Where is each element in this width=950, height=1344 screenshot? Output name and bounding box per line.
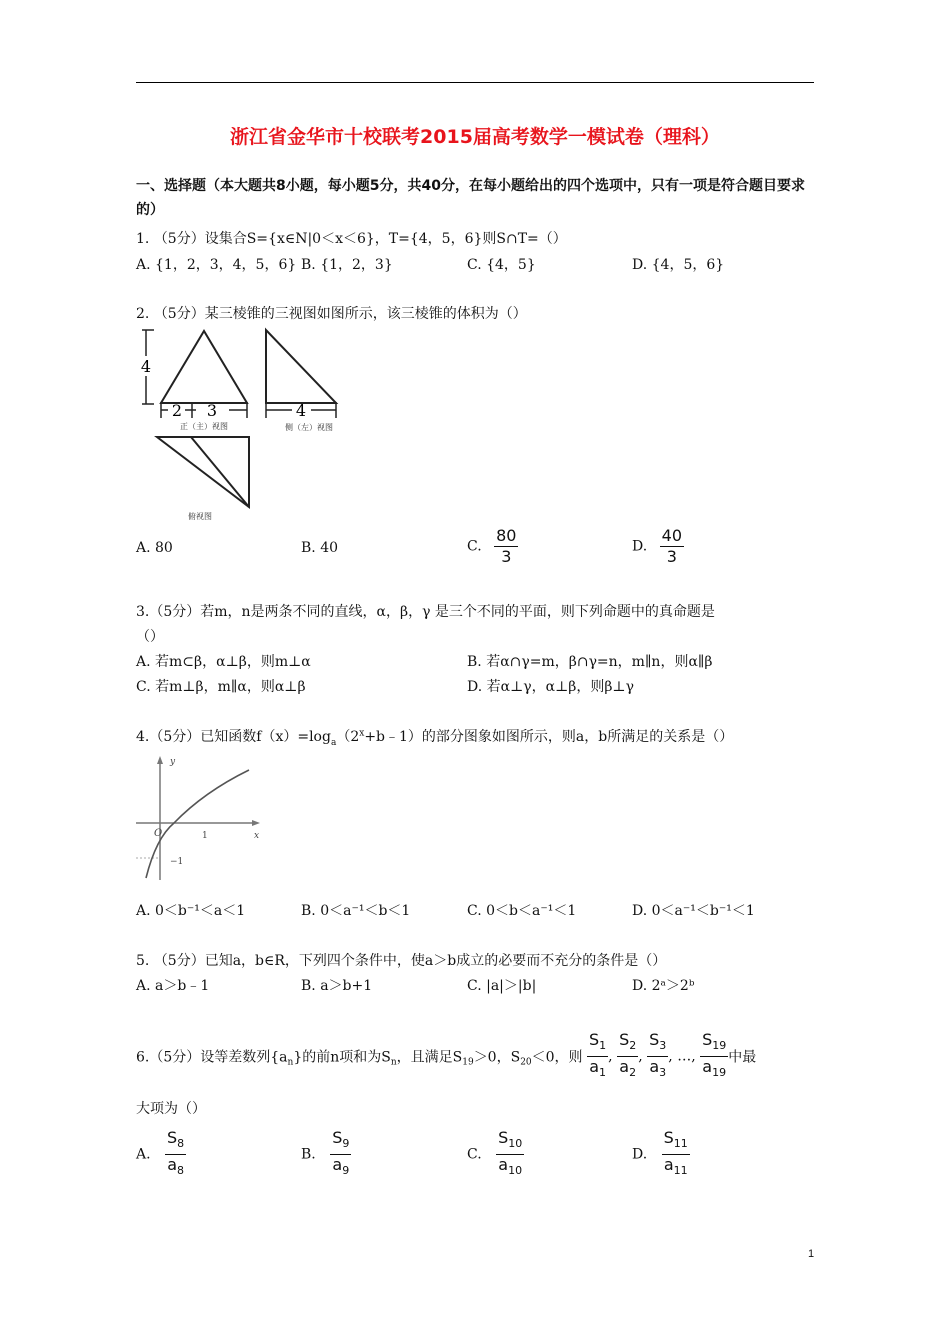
svg-text:x: x <box>254 831 260 841</box>
q4-option-a: A. 0＜b⁻¹＜a＜1 <box>136 903 246 919</box>
svg-text:y: y <box>170 757 176 767</box>
side-view-triangle <box>266 330 336 403</box>
front-right-dim: 3 <box>206 401 218 420</box>
q5-option-d: D. 2ᵃ＞2ᵇ <box>632 978 695 994</box>
svg-text:−1: −1 <box>170 857 184 867</box>
q4-option-d: D. 0＜a⁻¹＜b⁻¹＜1 <box>632 903 755 919</box>
q3-option-d: D. 若α⊥γ，α⊥β，则β⊥γ <box>467 679 634 695</box>
top-view-triangle <box>157 437 249 507</box>
q5-option-b: B. a＞b+1 <box>301 978 373 994</box>
q3-stem-cont: （） <box>136 629 164 645</box>
page-title: 浙江省金华市十校联考2015届高考数学一模试卷（理科） <box>230 126 720 148</box>
header-rule <box>136 82 814 83</box>
q1-stem: 1. （5分）设集合S={x∈N|0＜x＜6}，T={4，5，6}则S∩T=（） <box>136 231 567 247</box>
q5-option-a: A. a＞b﹣1 <box>136 978 210 994</box>
q4-option-b: B. 0＜a⁻¹＜b＜1 <box>301 903 411 919</box>
side-view-caption: 侧（左）视图 <box>285 423 333 432</box>
svg-text:1: 1 <box>202 831 208 841</box>
q2-option-c: C. $\frac{80}{3}$ <box>467 526 517 566</box>
q6-option-a: A. $\frac{S_8}{a_8}$ <box>136 1128 185 1178</box>
three-view-figure <box>134 326 344 526</box>
front-view-caption: 正（主）视图 <box>180 422 228 431</box>
q2-option-a: A. 80 <box>136 540 173 556</box>
section-heading: 一、选择题（本大题共8小题，每小题5分，共40分，在每小题给出的四个选项中，只有一项是符合题目要求的） <box>136 178 805 218</box>
q3-option-b: B. 若α∩γ=m，β∩γ=n，m∥n，则α∥β <box>467 654 713 670</box>
q1-option-b: B. {1，2，3} <box>301 257 393 273</box>
q2-stem: 2. （5分）某三棱锥的三视图如图所示，该三棱锥的体积为（） <box>136 306 527 322</box>
q5-option-c: C. |a|＞|b| <box>467 978 537 994</box>
svg-text:O: O <box>154 828 163 839</box>
front-view-triangle <box>161 331 247 403</box>
front-left-dim: 2 <box>171 401 183 420</box>
q6-option-b: B. $\frac{S_9}{a_9}$ <box>301 1128 350 1178</box>
q2-option-d: D. $\frac{40}{3}$ <box>632 526 682 566</box>
log-graph-figure <box>134 752 264 882</box>
q3-option-a: A. 若m⊂β，α⊥β，则m⊥α <box>136 654 311 670</box>
q6-option-c: C. $\frac{S_{10}}{a_{10}}$ <box>467 1128 523 1178</box>
side-width-dim: 4 <box>295 401 307 420</box>
q6-option-d: D. $\frac{S_{11}}{a_{11}}$ <box>632 1128 688 1178</box>
log-curve <box>146 770 249 878</box>
q3-option-c: C. 若m⊥β，m∥α，则α⊥β <box>136 679 306 695</box>
height-label: 4 <box>140 357 152 376</box>
q6-stem: 6.（5分）设等差数列$\{a_n\}$的前n项和为$S_n$，且满足$S_{19}>0$，$S_{20}<0$，则 $\frac{S_1}{a_1}$ , $\frac{S_2}{a_2}$ , $\frac{S_3}{a_3}$ , …, $\frac{S_{19}}{a_{19}}$ 中最 <box>136 1030 757 1080</box>
page-number: 1 <box>808 1248 815 1260</box>
q4-stem: 4.（5分）已知函数$f(x)=\log_a(2^x+b﹣1)$的部分图象如图所示，则a，b所满足的关系是（） <box>136 728 734 748</box>
q1-option-a: A. {1，2，3，4，5，6} <box>136 257 297 273</box>
q6-stem-cont: 大项为（） <box>136 1101 206 1117</box>
q1-option-c: C. {4，5} <box>467 257 536 273</box>
q4-option-c: C. 0＜b＜a⁻¹＜1 <box>467 903 577 919</box>
q2-option-b: B. 40 <box>301 540 339 556</box>
top-view-caption: 俯视图 <box>188 512 212 521</box>
q1-option-d: D. {4，5，6} <box>632 257 725 273</box>
q5-stem: 5. （5分）已知a，b∈R，下列四个条件中，使a＞b成立的必要而不充分的条件是（） <box>136 953 667 969</box>
q3-stem: 3.（5分）若m，n是两条不同的直线，α，β，γ 是三个不同的平面，则下列命题中的真命题是 <box>136 604 715 620</box>
